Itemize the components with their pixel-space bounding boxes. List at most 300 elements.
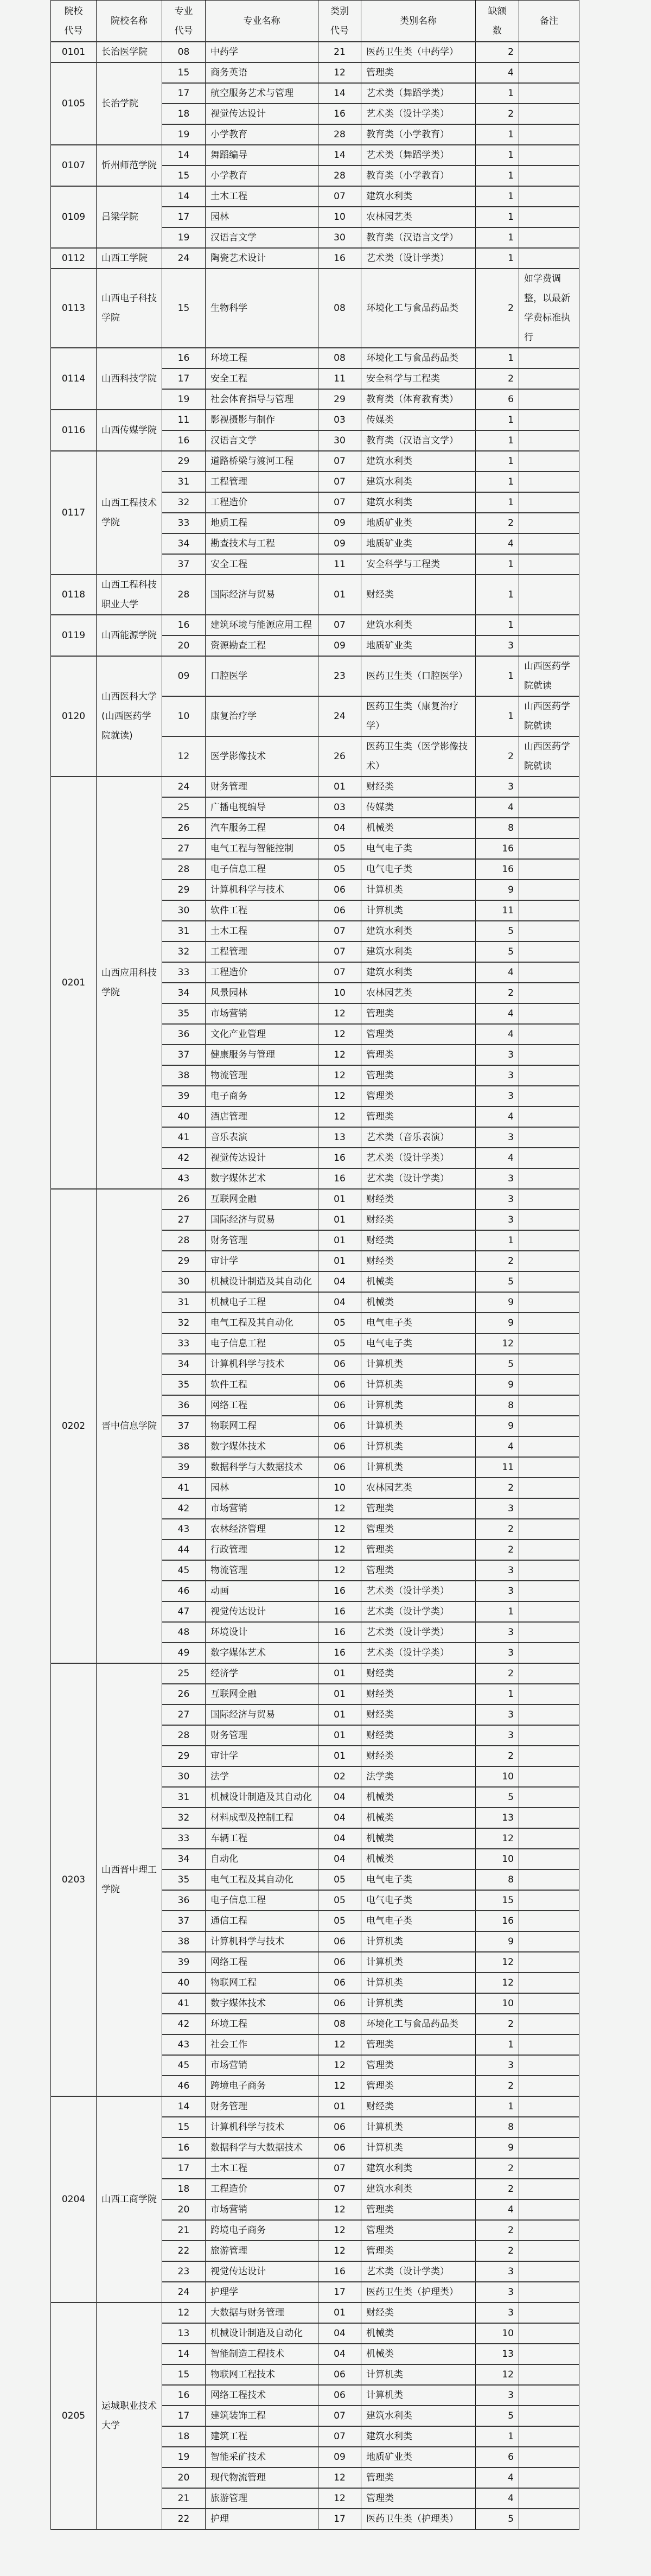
remark [519, 104, 579, 124]
major-code: 38 [162, 1931, 206, 1952]
major-code: 28 [162, 575, 206, 615]
remark [519, 1189, 579, 1210]
major-name: 电子信息工程 [206, 1333, 318, 1354]
major-name: 土木工程 [206, 186, 318, 207]
category-name: 管理类 [361, 2467, 476, 2488]
category-name: 计算机类 [361, 1354, 476, 1375]
remark [519, 818, 579, 838]
category-name: 计算机类 [361, 2138, 476, 2158]
vacancy-count: 10 [476, 1993, 519, 2014]
remark [519, 1993, 579, 2014]
category-name: 财经类 [361, 777, 476, 797]
category-code: 01 [318, 1663, 361, 1684]
vacancy-count: 1 [476, 2426, 519, 2447]
category-code: 01 [318, 1230, 361, 1251]
major-name: 国际经济与贸易 [206, 1704, 318, 1725]
school-name: 山西工程技术学院 [97, 451, 162, 575]
category-name: 计算机类 [361, 1375, 476, 1395]
remark [519, 145, 579, 166]
major-name: 影视摄影与制作 [206, 410, 318, 430]
vacancy-count: 1 [476, 410, 519, 430]
major-name: 土木工程 [206, 2158, 318, 2179]
category-name: 管理类 [361, 1519, 476, 1540]
table-row [51, 1189, 579, 1210]
category-code: 08 [318, 2014, 361, 2034]
major-code: 11 [162, 410, 206, 430]
remark [519, 83, 579, 104]
category-name: 管理类 [361, 1540, 476, 1560]
category-code: 07 [318, 962, 361, 983]
major-code: 17 [162, 83, 206, 104]
category-name: 教育类（汉语言文学） [361, 430, 476, 451]
category-name: 计算机类 [361, 1952, 476, 1973]
vacancy-count: 4 [476, 962, 519, 983]
category-code: 28 [318, 166, 361, 186]
vacancy-count: 4 [476, 1106, 519, 1127]
major-name: 舞蹈编导 [206, 145, 318, 166]
remark [519, 2509, 579, 2529]
header-label: 备注 [540, 15, 558, 27]
vacancy-count: 9 [476, 880, 519, 900]
category-code: 21 [318, 42, 361, 62]
major-code: 37 [162, 554, 206, 575]
category-code: 12 [318, 2076, 361, 2096]
category-name: 建筑水利类 [361, 492, 476, 513]
major-code: 14 [162, 2096, 206, 2117]
category-code: 07 [318, 2426, 361, 2447]
school-name: 山西传媒学院 [97, 410, 162, 451]
school-code: 0113 [51, 269, 97, 348]
category-code: 06 [318, 2138, 361, 2158]
category-code: 12 [318, 1024, 361, 1045]
category-name: 建筑水利类 [361, 186, 476, 207]
school-name: 吕梁学院 [97, 186, 162, 248]
category-code: 05 [318, 1911, 361, 1931]
major-code: 45 [162, 1560, 206, 1581]
category-name: 医药卫生类（医学影像技术） [361, 736, 476, 777]
category-name: 财经类 [361, 1725, 476, 1746]
category-code: 16 [318, 1168, 361, 1189]
vacancy-count: 2 [476, 2158, 519, 2179]
vacancy-count: 3 [476, 1127, 519, 1148]
category-code: 11 [318, 554, 361, 575]
category-name: 建筑水利类 [361, 472, 476, 492]
category-code: 12 [318, 1045, 361, 1065]
remark [519, 1519, 579, 1540]
remark [519, 227, 579, 248]
major-code: 44 [162, 1540, 206, 1560]
header-school-name [97, 1, 162, 42]
vacancy-count: 3 [476, 1560, 519, 1581]
category-name: 财经类 [361, 1684, 476, 1704]
category-code: 06 [318, 1973, 361, 1993]
major-name: 商务英语 [206, 62, 318, 83]
category-code: 10 [318, 983, 361, 1003]
vacancy-count: 13 [476, 2344, 519, 2364]
table-body [51, 42, 579, 2529]
category-name: 计算机类 [361, 1416, 476, 1436]
category-code: 01 [318, 2096, 361, 2117]
vacancy-count: 3 [476, 777, 519, 797]
vacancy-count: 3 [476, 1498, 519, 1519]
remark [519, 859, 579, 880]
remark [519, 2447, 579, 2467]
category-code: 07 [318, 921, 361, 942]
remark [519, 1333, 579, 1354]
category-name: 财经类 [361, 1210, 476, 1230]
table-row [51, 348, 579, 368]
vacancy-count: 2 [476, 1663, 519, 1684]
vacancy-count: 3 [476, 2282, 519, 2303]
remark [519, 962, 579, 983]
vacancy-count: 2 [476, 1746, 519, 1766]
remark [519, 1024, 579, 1045]
school-code: 0114 [51, 348, 97, 410]
vacancy-count: 3 [476, 2261, 519, 2282]
major-code: 22 [162, 2509, 206, 2529]
category-code: 28 [318, 124, 361, 145]
major-name: 机械设计制造及其自动化 [206, 1787, 318, 1808]
category-code: 10 [318, 1478, 361, 1498]
remark [519, 472, 579, 492]
major-code: 15 [162, 62, 206, 83]
category-name: 财经类 [361, 1663, 476, 1684]
remark [519, 1086, 579, 1106]
major-code: 24 [162, 777, 206, 797]
vacancy-count: 12 [476, 1828, 519, 1849]
major-code: 13 [162, 2323, 206, 2344]
header-remarks [519, 1, 579, 42]
vacancy-count: 1 [476, 348, 519, 368]
remark [519, 575, 579, 615]
category-code: 08 [318, 269, 361, 348]
remark [519, 1271, 579, 1292]
major-code: 29 [162, 451, 206, 472]
school-code: 0117 [51, 451, 97, 575]
major-name: 数字媒体技术 [206, 1993, 318, 2014]
remark [519, 1127, 579, 1148]
major-name: 软件工程 [206, 1375, 318, 1395]
major-name: 医学影像技术 [206, 736, 318, 777]
major-name: 园林 [206, 207, 318, 227]
vacancy-count: 5 [476, 942, 519, 962]
category-name: 传媒类 [361, 410, 476, 430]
major-code: 28 [162, 859, 206, 880]
vacancy-count: 3 [476, 1622, 519, 1643]
vacancy-count: 1 [476, 207, 519, 227]
category-name: 建筑水利类 [361, 2406, 476, 2426]
category-name: 财经类 [361, 2096, 476, 2117]
category-code: 02 [318, 1766, 361, 1787]
category-name: 财经类 [361, 575, 476, 615]
school-code: 0112 [51, 248, 97, 269]
vacancy-count: 1 [476, 248, 519, 269]
remark [519, 2158, 579, 2179]
vacancy-count: 1 [476, 575, 519, 615]
major-code: 37 [162, 1045, 206, 1065]
major-code: 19 [162, 124, 206, 145]
major-code: 15 [162, 166, 206, 186]
major-name: 材料成型及控制工程 [206, 1808, 318, 1828]
major-name: 安全工程 [206, 368, 318, 389]
vacancy-count: 3 [476, 1210, 519, 1230]
remark [519, 1952, 579, 1973]
category-name: 电气电子类 [361, 1313, 476, 1333]
category-code: 07 [318, 2179, 361, 2199]
category-name: 管理类 [361, 1086, 476, 1106]
vacancy-count: 8 [476, 1869, 519, 1890]
category-code: 06 [318, 1436, 361, 1457]
remark [519, 2467, 579, 2488]
remark [519, 1663, 579, 1684]
major-code: 37 [162, 1911, 206, 1931]
remark: 山西医药学院就读 [519, 736, 579, 777]
remark [519, 1890, 579, 1911]
vacancy-count: 2 [476, 983, 519, 1003]
header-label: 类别代号 [330, 5, 349, 36]
vacancy-count: 11 [476, 900, 519, 921]
major-name: 园林 [206, 1478, 318, 1498]
category-name: 机械类 [361, 1849, 476, 1869]
category-name: 艺术类（设计学类） [361, 104, 476, 124]
school-name: 山西能源学院 [97, 615, 162, 656]
remark [519, 880, 579, 900]
category-name: 建筑水利类 [361, 451, 476, 472]
major-name: 动画 [206, 1581, 318, 1601]
major-code: 25 [162, 797, 206, 818]
major-name: 小学教育 [206, 166, 318, 186]
major-code: 10 [162, 696, 206, 736]
vacancy-count: 3 [476, 635, 519, 656]
remark [519, 533, 579, 554]
header-label: 类别名称 [400, 15, 437, 27]
remark [519, 1787, 579, 1808]
category-code: 06 [318, 1375, 361, 1395]
vacancy-table [50, 0, 579, 2530]
table-row [51, 248, 579, 269]
vacancy-count: 3 [476, 2303, 519, 2323]
category-code: 12 [318, 2220, 361, 2241]
school-code: 0101 [51, 42, 97, 62]
category-name: 艺术类（设计学类） [361, 248, 476, 269]
category-code: 06 [318, 1931, 361, 1952]
table-row [51, 269, 579, 348]
major-code: 43 [162, 2034, 206, 2055]
category-code: 04 [318, 1828, 361, 1849]
remark [519, 2406, 579, 2426]
category-code: 01 [318, 2303, 361, 2323]
school-name: 山西应用科技学院 [97, 777, 162, 1189]
remark [519, 1313, 579, 1333]
category-code: 12 [318, 1540, 361, 1560]
major-code: 16 [162, 2385, 206, 2406]
category-name: 环境化工与食品药品类 [361, 269, 476, 348]
major-code: 15 [162, 2117, 206, 2138]
remark [519, 1931, 579, 1952]
vacancy-count: 1 [476, 83, 519, 104]
vacancy-count: 4 [476, 533, 519, 554]
category-code: 12 [318, 1065, 361, 1086]
category-name: 管理类 [361, 2076, 476, 2096]
major-code: 26 [162, 1684, 206, 1704]
major-name: 汉语言文学 [206, 430, 318, 451]
vacancy-count: 5 [476, 1787, 519, 1808]
category-name: 机械类 [361, 1828, 476, 1849]
major-name: 航空服务艺术与管理 [206, 83, 318, 104]
major-name: 工程造价 [206, 2179, 318, 2199]
remark [519, 2261, 579, 2282]
major-code: 34 [162, 1849, 206, 1869]
major-name: 电气工程及其自动化 [206, 1313, 318, 1333]
category-code: 01 [318, 1704, 361, 1725]
major-code: 19 [162, 227, 206, 248]
vacancy-count: 2 [476, 2220, 519, 2241]
category-code: 16 [318, 1622, 361, 1643]
school-code: 0119 [51, 615, 97, 656]
vacancy-count: 3 [476, 2385, 519, 2406]
header-label: 院校名称 [111, 15, 148, 27]
major-name: 勘查技术与工程 [206, 533, 318, 554]
major-name: 工程造价 [206, 962, 318, 983]
major-name: 数字媒体艺术 [206, 1643, 318, 1663]
major-name: 视觉传达设计 [206, 1601, 318, 1622]
vacancy-count: 3 [476, 1725, 519, 1746]
category-code: 16 [318, 2261, 361, 2282]
category-name: 管理类 [361, 2488, 476, 2509]
major-name: 汉语言文学 [206, 227, 318, 248]
remark [519, 389, 579, 410]
table-row [51, 186, 579, 207]
category-name: 医药卫生类（护理类） [361, 2509, 476, 2529]
major-code: 33 [162, 1333, 206, 1354]
vacancy-count: 2 [476, 2076, 519, 2096]
major-name: 互联网金融 [206, 1684, 318, 1704]
school-name: 晋中信息学院 [97, 1189, 162, 1663]
school-name: 长治医学院 [97, 42, 162, 62]
vacancy-count: 1 [476, 430, 519, 451]
major-name: 电子信息工程 [206, 859, 318, 880]
category-name: 管理类 [361, 1024, 476, 1045]
major-code: 43 [162, 1168, 206, 1189]
category-name: 电气电子类 [361, 1911, 476, 1931]
category-name: 传媒类 [361, 797, 476, 818]
header-major-name [206, 1, 318, 42]
vacancy-count: 4 [476, 1436, 519, 1457]
header-label: 缺额数 [488, 5, 507, 36]
major-name: 音乐表演 [206, 1127, 318, 1148]
major-code: 20 [162, 2467, 206, 2488]
school-name: 山西工学院 [97, 248, 162, 269]
major-code: 41 [162, 1127, 206, 1148]
category-code: 07 [318, 942, 361, 962]
vacancy-count: 2 [476, 2241, 519, 2261]
category-name: 电气电子类 [361, 1869, 476, 1890]
remark [519, 1725, 579, 1746]
major-name: 软件工程 [206, 900, 318, 921]
category-name: 管理类 [361, 62, 476, 83]
major-name: 汽车服务工程 [206, 818, 318, 838]
header-major-code [162, 1, 206, 42]
vacancy-count: 2 [476, 2014, 519, 2034]
category-name: 医药卫生类（口腔医学） [361, 656, 476, 696]
major-code: 32 [162, 1313, 206, 1333]
major-name: 安全工程 [206, 554, 318, 575]
major-name: 经济学 [206, 1663, 318, 1684]
major-code: 33 [162, 1828, 206, 1849]
major-code: 12 [162, 2303, 206, 2323]
vacancy-count: 1 [476, 492, 519, 513]
major-code: 42 [162, 2014, 206, 2034]
vacancy-count: 2 [476, 104, 519, 124]
category-code: 23 [318, 656, 361, 696]
major-code: 32 [162, 492, 206, 513]
school-code: 0205 [51, 2303, 97, 2529]
major-name: 资源勘查工程 [206, 635, 318, 656]
major-code: 26 [162, 1189, 206, 1210]
remark [519, 124, 579, 145]
vacancy-count: 12 [476, 1333, 519, 1354]
vacancy-count: 5 [476, 2509, 519, 2529]
remark [519, 1168, 579, 1189]
category-code: 01 [318, 1189, 361, 1210]
table-row [51, 1663, 579, 1684]
vacancy-count: 8 [476, 1395, 519, 1416]
vacancy-count: 5 [476, 1271, 519, 1292]
school-code: 0116 [51, 410, 97, 451]
category-code: 07 [318, 615, 361, 635]
category-name: 机械类 [361, 2323, 476, 2344]
remark [519, 410, 579, 430]
category-code: 04 [318, 818, 361, 838]
category-code: 17 [318, 2282, 361, 2303]
major-name: 陶瓷艺术设计 [206, 248, 318, 269]
major-code: 27 [162, 838, 206, 859]
category-name: 管理类 [361, 1065, 476, 1086]
category-name: 地质矿业类 [361, 2447, 476, 2467]
category-name: 电气电子类 [361, 838, 476, 859]
category-code: 06 [318, 1354, 361, 1375]
major-name: 通信工程 [206, 1911, 318, 1931]
category-name: 财经类 [361, 2303, 476, 2323]
major-name: 环境设计 [206, 1622, 318, 1643]
remark [519, 348, 579, 368]
vacancy-count: 10 [476, 2323, 519, 2344]
header-label: 专业代号 [174, 5, 193, 36]
category-code: 12 [318, 2488, 361, 2509]
category-name: 财经类 [361, 1251, 476, 1271]
category-code: 05 [318, 1313, 361, 1333]
category-name: 电气电子类 [361, 859, 476, 880]
remark [519, 1973, 579, 1993]
major-code: 28 [162, 1725, 206, 1746]
category-code: 06 [318, 2364, 361, 2385]
category-name: 安全科学与工程类 [361, 368, 476, 389]
major-name: 视觉传达设计 [206, 104, 318, 124]
school-name: 运城职业技术大学 [97, 2303, 162, 2529]
category-code: 01 [318, 1251, 361, 1271]
major-code: 18 [162, 2179, 206, 2199]
major-name: 电气工程及其自动化 [206, 1869, 318, 1890]
major-code: 20 [162, 635, 206, 656]
category-name: 医药卫生类（中药学） [361, 42, 476, 62]
category-name: 艺术类（舞蹈学类） [361, 145, 476, 166]
category-name: 地质矿业类 [361, 513, 476, 533]
category-name: 管理类 [361, 2241, 476, 2261]
major-code: 18 [162, 2426, 206, 2447]
major-code: 39 [162, 1457, 206, 1478]
major-code: 09 [162, 656, 206, 696]
vacancy-count: 1 [476, 124, 519, 145]
